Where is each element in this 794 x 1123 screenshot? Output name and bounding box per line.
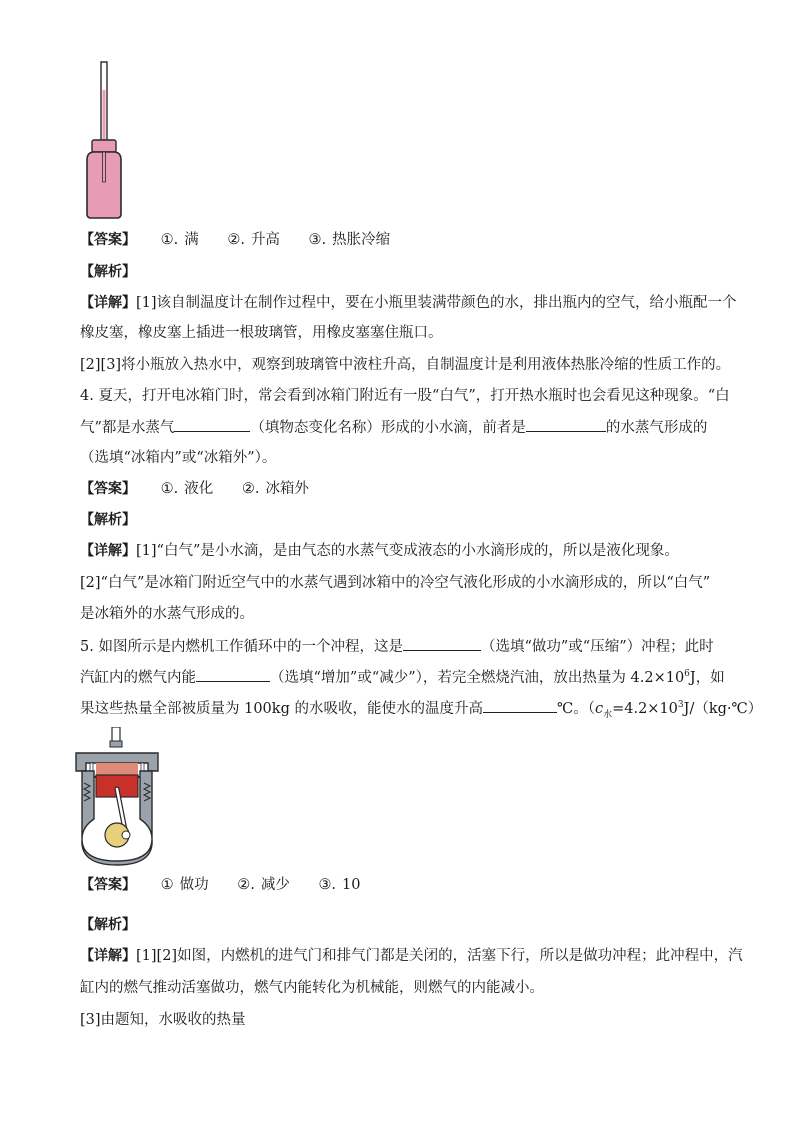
detail-line: 【详解】[1]“白气”是小水滴，是由气态的水蒸气变成液态的小水滴形成的，所以是液化现象。 (80, 543, 679, 559)
answer-label: 【答案】 (80, 481, 136, 497)
analysis-label: 【解析】 (80, 264, 136, 280)
q3-answer-row (80, 230, 414, 250)
question-4-line: 4. 夏天，打开电冰箱门时，常会看到冰箱门附近有一股“白气”，打开热水瓶时也会看见这种现象。“白 (80, 388, 730, 404)
answer-item: ①. 液化 (160, 481, 214, 497)
answer-blank[interactable] (196, 667, 270, 682)
thermometer-bottle-figure (82, 60, 132, 220)
analysis-label: 【解析】 (80, 512, 136, 528)
answer-blank[interactable] (483, 698, 557, 713)
answer-item: ③. 热胀冷缩 (308, 232, 391, 248)
detail-line: 【详解】[1]该自制温度计在制作过程中，要在小瓶里装满带颜色的水，排出瓶内的空气，给小瓶配一个 (80, 295, 737, 311)
question-5-line: 5. 如图所示是内燃机工作循环中的一个冲程，这是 （选填“做功”或“压缩”）冲程；此时 (80, 636, 714, 657)
detail-line: [2][3]将小瓶放入热水中，观察到玻璃管中液柱升高，自制温度计是利用液体热胀冷缩的性质工作的。 (80, 357, 731, 373)
detail-line: [2]“白气”是冰箱门附近空气中的水蒸气遇到冰箱中的冷空气液化形成的小水滴形成的，所以“白气” (80, 575, 711, 591)
answer-blank[interactable] (403, 636, 481, 651)
answer-item: ①. 满 (160, 232, 199, 248)
detail-line: 是冰箱外的水蒸气形成的。 (80, 606, 254, 622)
answer-label: 【答案】 (80, 232, 136, 248)
detail-line: 【详解】[1][2]如图，内燃机的进气门和排气门都是关闭的，活塞下行，所以是做功冲程；此冲程中，汽 (80, 948, 743, 964)
answer-item: ③. 10 (318, 877, 361, 893)
question-5-line: 汽缸内的燃气内能 （选填“增加”或“减少”），若完全燃烧汽油，放出热量为 $4.2\times 10^6J$，如 (80, 667, 725, 688)
answer-item: ②. 减少 (237, 877, 290, 893)
detail-line: 缸内的燃气推动活塞做功，燃气内能转化为机械能，则燃气的内能减小。 (80, 980, 544, 996)
engine-cylinder-figure (74, 727, 160, 867)
question-5-line: 果这些热量全部被质量为 100kg 的水吸收，能使水的温度升高 ℃。（$c_水=4.2\times 10^3J/(kg\cdot℃)$ (80, 698, 762, 719)
question-4-line: 气”都是水蒸气 （填物态变化名称）形成的小水滴，前者是 的水蒸气形成的 (80, 417, 707, 438)
answer-blank[interactable] (526, 417, 606, 432)
analysis-label: 【解析】 (80, 917, 136, 933)
q5-answer-row (80, 875, 385, 895)
answer-item: ②. 冰箱外 (241, 481, 309, 497)
answer-item: ②. 升高 (227, 232, 280, 248)
detail-line: 橡皮塞，橡皮塞上插进一根玻璃管，用橡皮塞塞住瓶口。 (80, 325, 443, 341)
detail-line: [3]由题知，水吸收的热量 (80, 1012, 246, 1028)
question-4-line: （选填“冰箱内”或“冰箱外”）。 (80, 450, 277, 466)
answer-blank[interactable] (174, 417, 250, 432)
answer-label: 【答案】 (80, 877, 136, 893)
q4-answer-row (80, 479, 333, 499)
answer-item: ① 做功 (160, 877, 209, 893)
